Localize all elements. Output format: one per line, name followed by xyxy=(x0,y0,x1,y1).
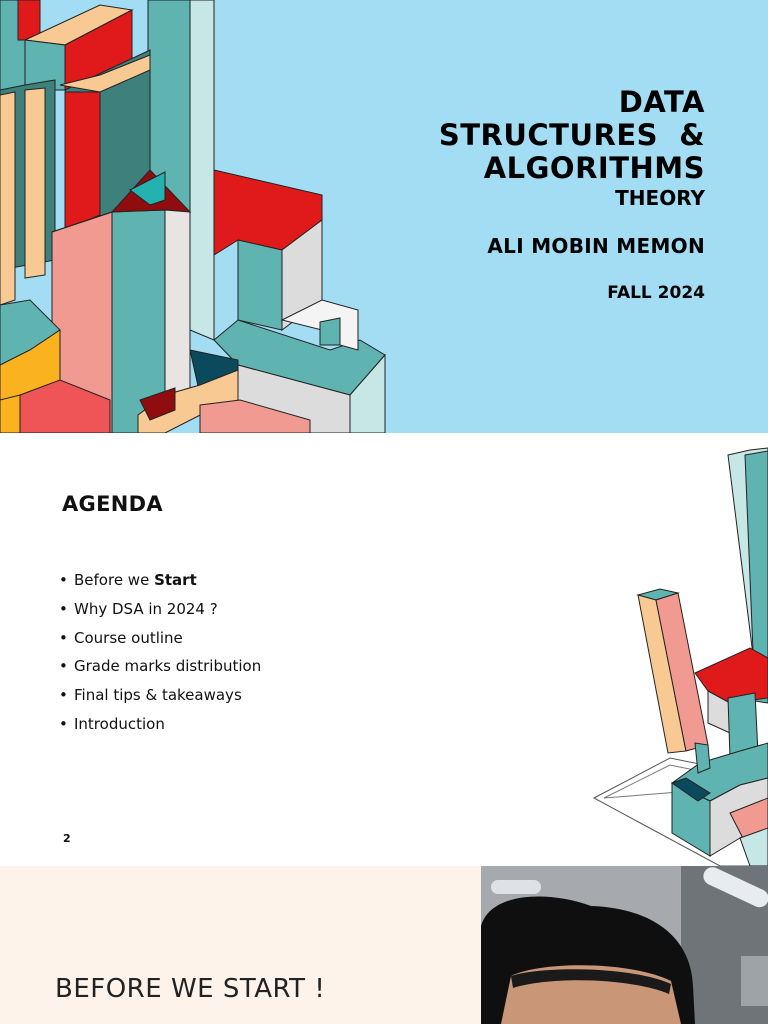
bullet-icon: • xyxy=(59,628,68,647)
bullet-icon: • xyxy=(59,599,68,618)
bullet-icon: • xyxy=(59,686,68,705)
agenda-item-text: Course outline xyxy=(74,628,183,647)
term-label: FALL 2024 xyxy=(607,283,705,303)
before-we-start-slide xyxy=(0,866,768,1024)
bullet-icon: • xyxy=(59,714,68,733)
agenda-item-text: Introduction xyxy=(74,714,165,733)
agenda-slide xyxy=(0,433,768,866)
agenda-item xyxy=(59,566,261,595)
title-slide xyxy=(0,0,768,433)
isometric-blocks-illustration xyxy=(590,433,768,866)
agenda-item-text: Grade marks distribution xyxy=(74,657,262,676)
agenda-item-text: Before we xyxy=(74,571,155,589)
page-number: 2 xyxy=(63,832,71,845)
title-block xyxy=(439,86,705,303)
bullet-icon: • xyxy=(59,571,68,589)
before-heading: BEFORE WE START ! xyxy=(55,974,326,1004)
agenda-heading: AGENDA xyxy=(62,492,163,516)
isometric-blocks-illustration xyxy=(0,0,400,433)
agenda-item xyxy=(59,652,261,681)
subtitle: THEORY xyxy=(615,186,705,210)
agenda-item xyxy=(59,624,261,653)
agenda-item-text: Final tips & takeaways xyxy=(74,686,242,705)
title-line-3: ALGORITHMS xyxy=(483,151,705,185)
agenda-list xyxy=(59,566,261,739)
person-photo xyxy=(481,866,768,1024)
agenda-item xyxy=(59,681,261,710)
bullet-icon: • xyxy=(59,657,68,676)
agenda-item xyxy=(59,595,261,624)
title-line-2: STRUCTURES & xyxy=(438,118,705,152)
agenda-item xyxy=(59,710,261,739)
agenda-item-bold: Start xyxy=(154,571,197,589)
title-line-1: DATA xyxy=(618,85,705,119)
agenda-item-text: Why DSA in 2024 ? xyxy=(74,599,218,618)
author-name: ALI MOBIN MEMON xyxy=(487,234,705,258)
